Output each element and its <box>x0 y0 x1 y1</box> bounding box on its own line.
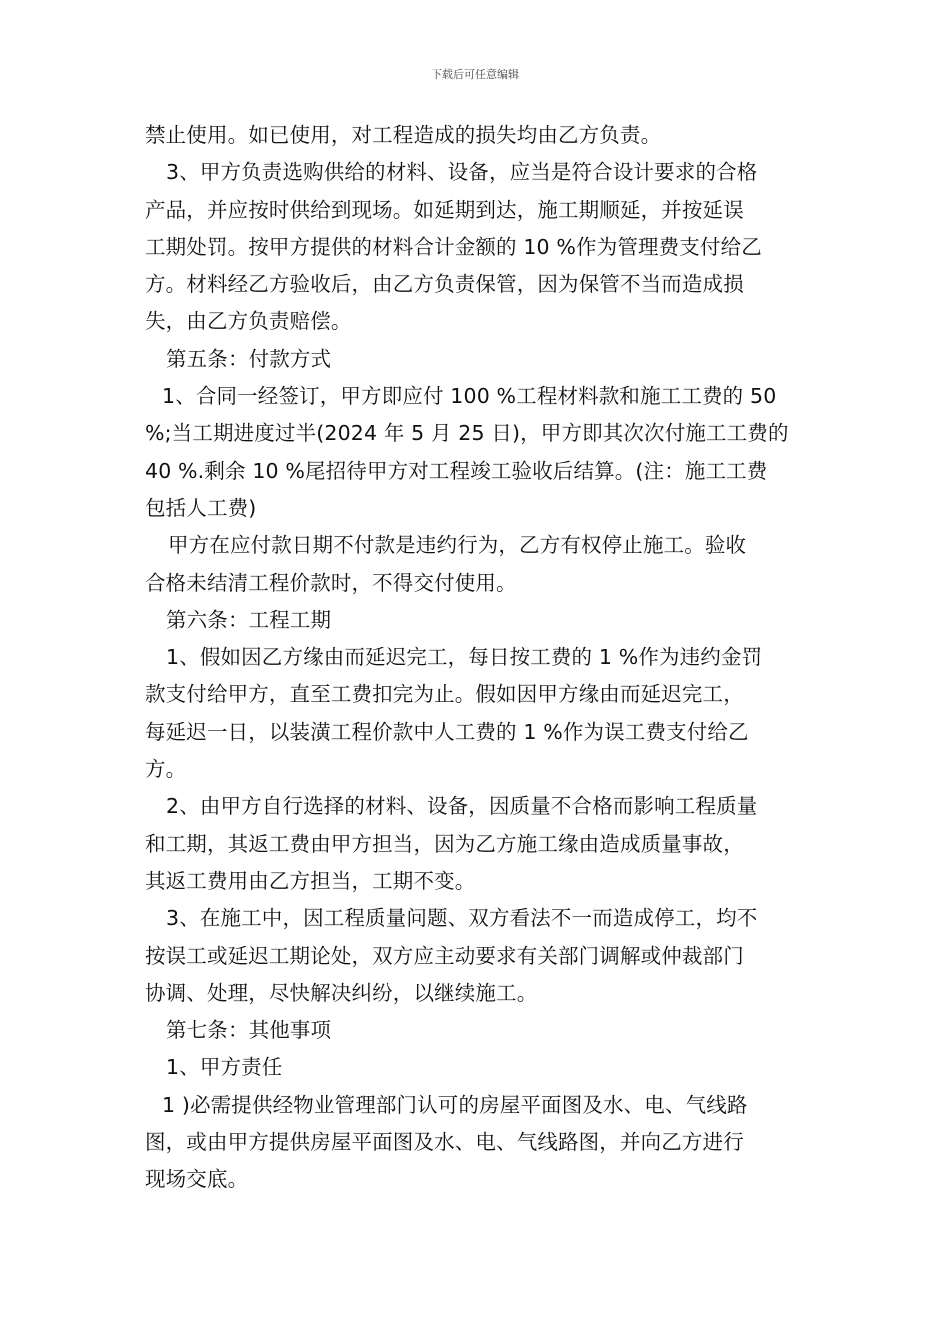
text-line: 方。 <box>145 757 187 782</box>
header-note: 下载后可任意编辑 <box>431 68 519 81</box>
text-line: 其返工费用由乙方担当，工期不变。 <box>145 868 476 893</box>
text-line: 方。材料经乙方验收后，由乙方负责保管，因为保管不当而造成损 <box>145 272 744 297</box>
section-heading: 第六条：工程工期 <box>166 607 332 632</box>
section-heading: 第七条：其他事项 <box>166 1018 332 1043</box>
text-line: 1 )必需提供经物业管理部门认可的房屋平面图及水、电、气线路 <box>162 1092 748 1117</box>
text-line: 甲方在应付款日期不付款是违约行为，乙方有权停止施工。验收 <box>168 533 747 558</box>
section-heading: 第五条：付款方式 <box>166 346 332 371</box>
text-line: 40 %.剩余 10 %尾招待甲方对工程竣工验收后结算。(注：施工工费 <box>145 458 768 483</box>
text-line: 失，由乙方负责赔偿。 <box>145 309 352 334</box>
text-line: 合格未结清工程价款时，不得交付使用。 <box>145 570 517 595</box>
text-line: 1、甲方责任 <box>166 1055 283 1080</box>
text-line: %;当工期进度过半(2024 年 5 月 25 日)，甲方即其次次付施工工费的 <box>145 421 789 446</box>
text-line: 工期处罚。按甲方提供的材料合计金额的 10 %作为管理费支付给乙 <box>145 234 762 259</box>
text-line: 图，或由甲方提供房屋平面图及水、电、气线路图，并向乙方进行 <box>145 1130 744 1155</box>
text-line: 产品，并应按时供给到现场。如延期到达，施工期顺延，并按延误 <box>145 197 744 222</box>
text-line: 款支付给甲方，直至工费扣完为止。假如因甲方缘由而延迟完工， <box>145 682 744 707</box>
text-line: 3、甲方负责选购供给的材料、设备，应当是符合设计要求的合格 <box>166 160 758 185</box>
text-line: 包括人工费) <box>145 495 257 520</box>
document-body <box>145 117 810 1199</box>
text-line: 和工期，其返工费由甲方担当，因为乙方施工缘由造成质量事故， <box>145 831 744 856</box>
text-line: 禁止使用。如已使用，对工程造成的损失均由乙方负责。 <box>145 123 662 147</box>
text-line: 现场交底。 <box>145 1167 249 1192</box>
text-line: 每延迟一日，以装潢工程价款中人工费的 1 %作为误工费支付给乙 <box>145 719 749 744</box>
text-line: 按误工或延迟工期论处，双方应主动要求有关部门调解或仲裁部门 <box>145 943 744 968</box>
text-line: 1、合同一经签订，甲方即应付 100 %工程材料款和施工工费的 50 <box>162 384 777 409</box>
text-line: 3、在施工中，因工程质量问题、双方看法不一而造成停工，均不 <box>166 906 758 931</box>
text-line: 2、由甲方自行选择的材料、设备，因质量不合格而影响工程质量 <box>166 794 758 819</box>
text-line: 1、假如因乙方缘由而延迟完工，每日按工费的 1 %作为违约金罚 <box>166 645 763 670</box>
text-line: 协调、处理，尽快解决纠纷，以继续施工。 <box>145 980 538 1005</box>
